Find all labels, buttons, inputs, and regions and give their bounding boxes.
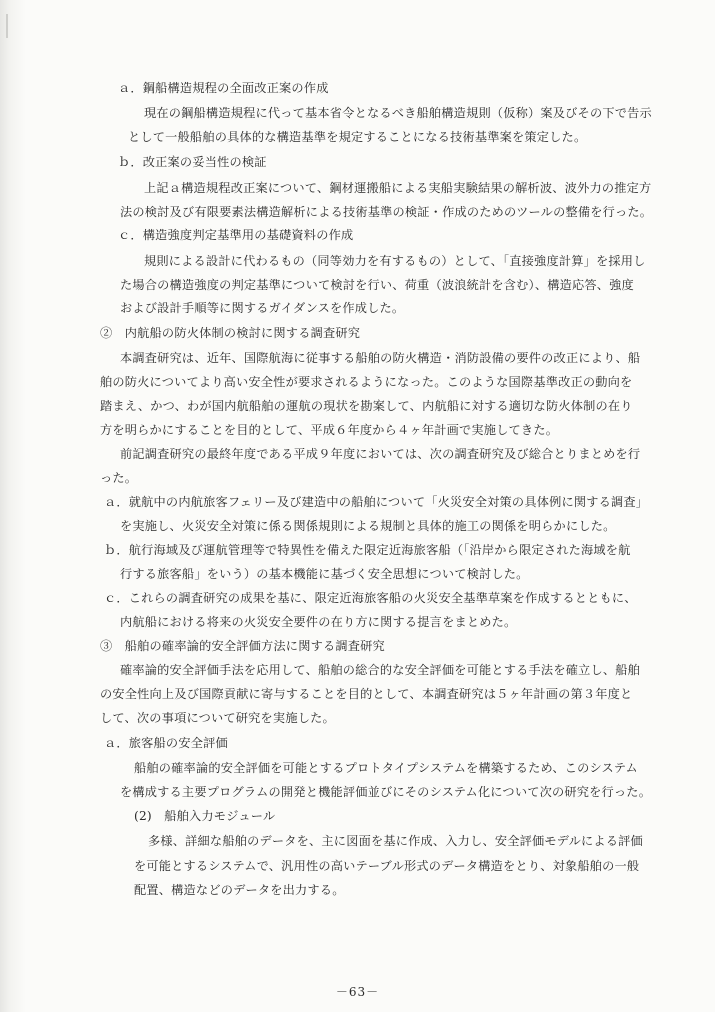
item-a-passenger-ship: ａ．旅客船の安全評価 (104, 736, 228, 750)
heading-b-validation: ｂ．改正案の妥当性の検証 (118, 155, 267, 169)
text-line: 現在の鋼船構造規程に代って基本省令となるべき船舶構造規則（仮称）案及びその下で告示 (144, 106, 652, 120)
text-line: った。 (100, 471, 138, 485)
item-a: ａ．就航中の内航旅客フェリー及び建造中の船舶について「火災安全対策の具体例に関する調査」 (104, 495, 649, 509)
subitem-2-ship-input-module: (2) 船舶入力モジュール (134, 809, 276, 823)
section-2-heading: ② 内航船の防火体制の検討に関する調査研究 (100, 326, 361, 340)
heading-c-strength-criteria: ｃ．構造強度判定基準用の基礎資料の作成 (118, 228, 354, 242)
text-line: 上記ａ構造規程改正案について、鋼材運搬船による実船実験結果の解析波、波外力の推定方 (144, 181, 652, 195)
text-line: 規則による設計に代わるもの（同等効力を有するもの）として、「直接強度計算」を採用し (144, 254, 646, 268)
text-line: 方を明らかにすることを目的として、平成６年度から４ヶ年計画で実施してきた。 (100, 423, 559, 437)
page-number: －63－ (335, 985, 380, 999)
item-c: ｃ．これらの調査研究の成果を基に、限定近海旅客船の火災安全基準草案を作成するとともに、 (104, 591, 637, 605)
text-line: た場合の構造強度の判定基準について検討を行い、荷重（波浪統計を含む）、構造応答、強度 (120, 278, 634, 292)
heading-a-steel-ship-rules: ａ．鋼船構造規程の全面改正案の作成 (118, 81, 329, 95)
text-line: を実施し、火災安全対策に係る関係規則による規制と具体的施工の関係を明らかにした。 (120, 519, 616, 533)
text-line: として一般船舶の具体的な構造基準を規定することになる技術基準案を策定した。 (128, 130, 587, 144)
text-line: 内航船における将来の火災安全要件の在り方に関する提言をまとめた。 (120, 615, 517, 629)
text-line: 前記調査研究の最終年度である平成９年度においては、次の調査研究及び総合とりまとめを行 (120, 447, 641, 461)
text-line: 船舶の確率論的安全評価を可能とするプロトタイプシステムを構築するため、このシステム (134, 761, 638, 775)
text-line: を構成する主要プログラムの開発と機能評価並びにそのシステム化について次の研究を行った。 (120, 785, 652, 799)
text-line: 行する旅客船」をいう）の基本機能に基づく安全思想について検討した。 (120, 567, 529, 581)
text-line: 多様、詳細な船舶のデータを、主に図面を基に作成、入力し、安全評価モデルによる評価 (148, 834, 643, 848)
binding-mark (6, 14, 18, 38)
text-line: 踏まえ、かつ、わが国内航船舶の運航の現状を勘案して、内航船に対する適切な防火体制の在り (100, 399, 633, 413)
binding-shadow (0, 0, 26, 1012)
text-line: および設計手順等に関するガイダンスを作成した。 (120, 301, 405, 315)
text-line: 舶の防火についてより高い安全性が要求されるようになった。このような国際基準改正の動向を (100, 375, 633, 389)
text-line: 配置、構造などのデータを出力する。 (134, 883, 345, 897)
text-line: 法の検討及び有限要素法構造解析による技術基準の検証・作成のためのツールの整備を行った。 (120, 205, 653, 219)
text-line: して、次の事項について研究を実施した。 (100, 711, 335, 725)
item-b: ｂ．航行海域及び運航管理等で特異性を備えた限定近海旅客船（「沿岸から限定された海域を航 (104, 543, 631, 557)
text-line: 本調査研究は、近年、国際航海に従事する船舶の防火構造・消防設備の要件の改正により、船 (120, 351, 641, 365)
section-3-heading: ③ 船舶の確率論的安全評価方法に関する調査研究 (100, 639, 385, 653)
text-line: を可能とするシステムで、汎用性の高いテーブル形式のデータ構造をとり、対象船舶の一般 (134, 859, 640, 873)
text-line: の安全性向上及び国際貢献に寄与することを目的として、本調査研究は５ヶ年計画の第３年度と (100, 687, 633, 701)
text-line: 確率論的安全評価手法を応用して、船舶の総合的な安全評価を可能とする手法を確立し、船舶 (120, 663, 641, 677)
